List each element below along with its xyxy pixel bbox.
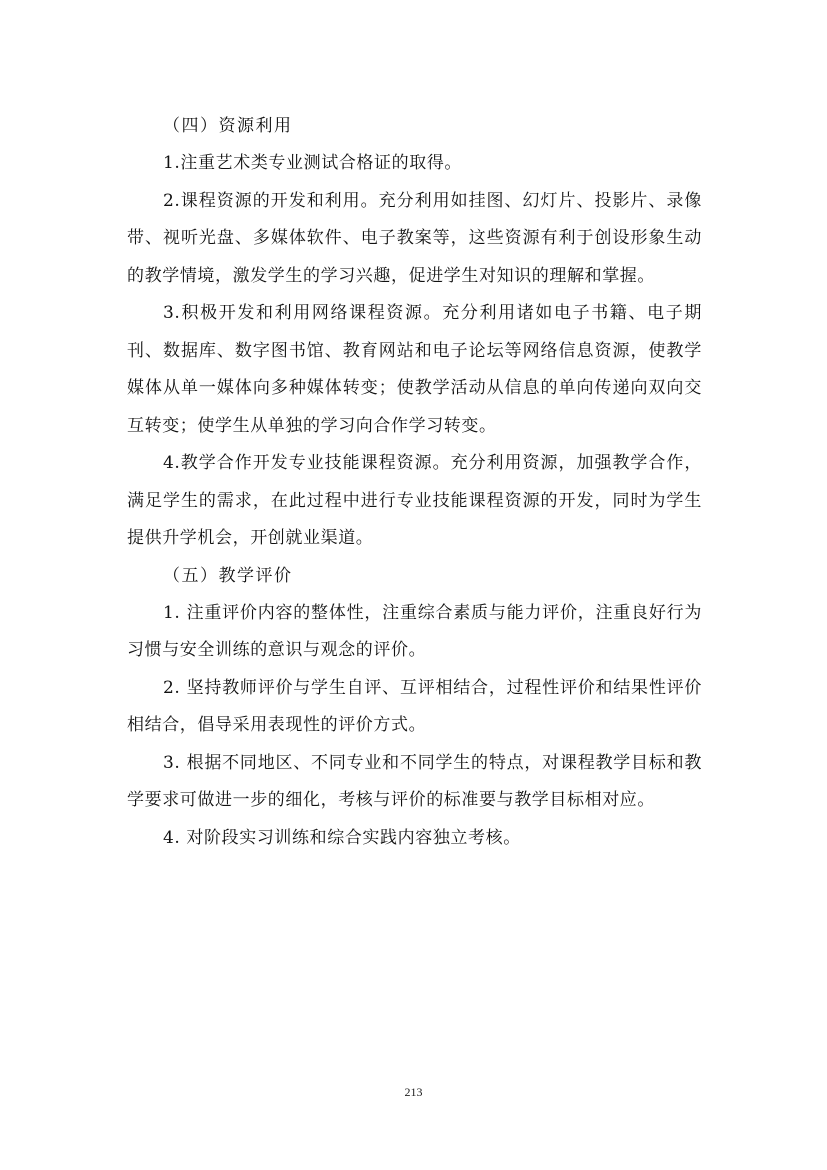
- paragraph-evaluation-1: 1. 注重评价内容的整体性，注重综合素质与能力评价，注重良好行为习惯与安全训练的意识与观念的评价。: [127, 602, 702, 660]
- paragraph-resources-3: 3.积极开发和利用网络课程资源。充分利用诸如电子书籍、电子期刊、数据库、数字图书馆、教育网站和电子论坛等网络信息资源，使教学媒体从单一媒体向多种媒体转变；使教学活动从信息的单向传递向双向交互转变；使学生从单独的学习向合作学习转变。: [127, 303, 702, 436]
- paragraph-resources-2: 2.课程资源的开发和利用。充分利用如挂图、幻灯片、投影片、录像带、视听光盘、多媒体软件、电子教案等，这些资源有利于创设形象生动的教学情境，激发学生的学习兴趣，促进学生对知识的理解和掌握。: [127, 190, 702, 286]
- paragraph-evaluation-3: 3. 根据不同地区、不同专业和不同学生的特点，对课程教学目标和教学要求可做进一步的细化，考核与评价的标准要与教学目标相对应。: [127, 752, 702, 810]
- section-heading-evaluation: （五）教学评价: [163, 565, 293, 586]
- document-body: [127, 108, 702, 857]
- paragraph-evaluation-4: 4. 对阶段实习训练和综合实践内容独立考核。: [163, 827, 521, 848]
- section-heading-resources: （四）资源利用: [163, 116, 293, 136]
- paragraph-resources-1: 1.注重艺术类专业测试合格证的取得。: [163, 153, 463, 173]
- paragraph-evaluation-2: 2. 坚持教师评价与学生自评、互评相结合，过程性评价和结果性评价相结合，倡导采用表现性的评价方式。: [127, 677, 702, 735]
- page-number: 213: [404, 1085, 423, 1099]
- paragraph-resources-4: 4.教学合作开发专业技能课程资源。充分利用资源，加强教学合作，满足学生的需求，在此过程中进行专业技能课程资源的开发，同时为学生提供升学机会，开创就业渠道。: [127, 453, 702, 548]
